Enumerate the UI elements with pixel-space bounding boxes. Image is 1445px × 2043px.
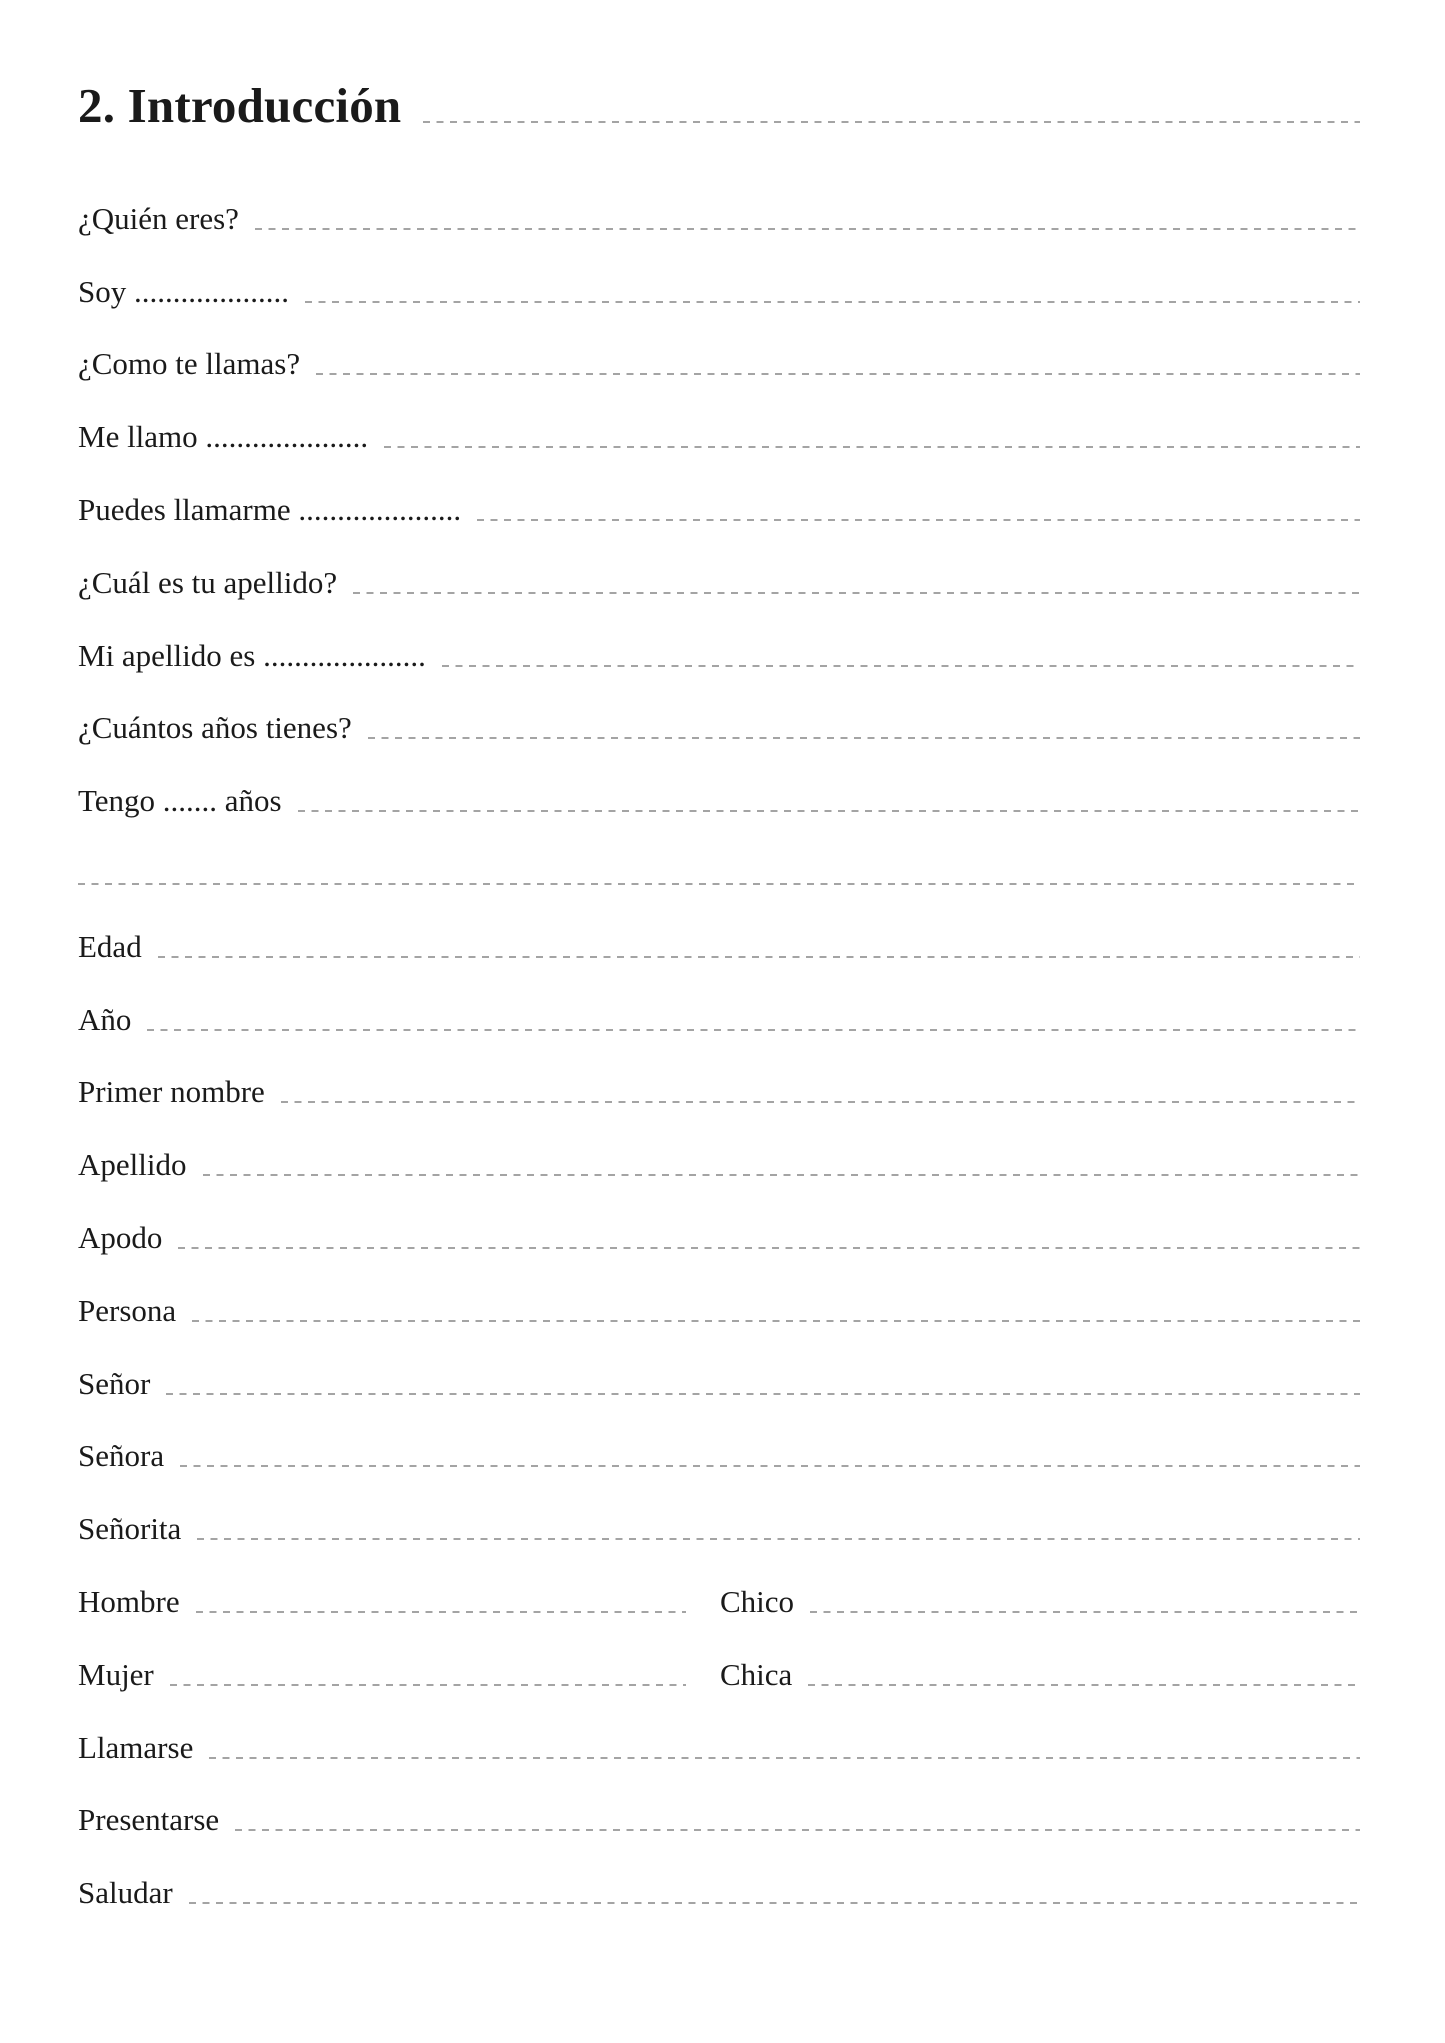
worksheet-row bbox=[78, 1399, 1360, 1472]
row-label: Saludar bbox=[78, 1875, 173, 1911]
fill-in-line bbox=[197, 1538, 1360, 1540]
worksheet-row bbox=[78, 1107, 1360, 1183]
fill-in-line bbox=[192, 1320, 1360, 1322]
worksheet-row bbox=[78, 1617, 1360, 1690]
worksheet-row bbox=[78, 816, 1360, 889]
section-header bbox=[78, 78, 1360, 133]
row-label: Señorita bbox=[78, 1511, 182, 1547]
row-label: ¿Como te llamas? bbox=[78, 346, 301, 382]
fill-in-line bbox=[368, 737, 1360, 739]
row-label: Apellido bbox=[78, 1147, 187, 1183]
row-label: Soy .................... bbox=[78, 273, 289, 309]
row-label: Tengo ....... años bbox=[78, 783, 282, 819]
fill-in-line bbox=[281, 1101, 1360, 1103]
worksheet-row bbox=[78, 1690, 1360, 1763]
worksheet-row bbox=[78, 1253, 1360, 1326]
worksheet-row bbox=[78, 1471, 1360, 1547]
row-label: Señora bbox=[78, 1438, 165, 1474]
worksheet-row bbox=[78, 962, 1360, 1035]
worksheet-row bbox=[78, 525, 1360, 598]
row-label: Me llamo ..................... bbox=[78, 419, 369, 455]
row-left-column bbox=[78, 1656, 686, 1692]
row-label: Señor bbox=[78, 1365, 151, 1401]
worksheet-row bbox=[78, 379, 1360, 455]
fill-in-line bbox=[170, 1684, 686, 1686]
worksheet-row bbox=[78, 1035, 1360, 1108]
worksheet-row bbox=[78, 452, 1360, 525]
fill-in-line bbox=[810, 1611, 1360, 1613]
fill-in-line bbox=[384, 446, 1360, 448]
fill-in-line bbox=[442, 665, 1360, 667]
row-label: Mujer bbox=[78, 1656, 154, 1692]
row-label: Edad bbox=[78, 928, 142, 964]
fill-in-line bbox=[189, 1902, 1360, 1904]
row-label: Apodo bbox=[78, 1219, 163, 1255]
worksheet-row bbox=[78, 234, 1360, 307]
fill-in-line bbox=[196, 1611, 686, 1613]
row-right-column bbox=[720, 1656, 1360, 1692]
separator-line bbox=[78, 883, 1360, 885]
worksheet-row bbox=[78, 1763, 1360, 1836]
row-label: Chico bbox=[720, 1583, 795, 1619]
fill-in-line bbox=[353, 592, 1360, 594]
fill-in-line bbox=[209, 1757, 1360, 1759]
row-label: Llamarse bbox=[78, 1729, 194, 1765]
fill-in-line bbox=[235, 1829, 1360, 1831]
fill-in-line bbox=[477, 519, 1360, 521]
worksheet-row bbox=[78, 1835, 1360, 1911]
row-right-column bbox=[720, 1583, 1360, 1619]
worksheet-row bbox=[78, 161, 1360, 234]
worksheet-row bbox=[78, 1180, 1360, 1253]
worksheet-rows bbox=[78, 161, 1360, 1911]
title-fill-in-line bbox=[423, 121, 1360, 123]
fill-in-line bbox=[203, 1174, 1361, 1176]
fill-in-line bbox=[166, 1393, 1360, 1395]
worksheet-row bbox=[78, 1326, 1360, 1399]
fill-in-line bbox=[255, 228, 1360, 230]
worksheet-row bbox=[78, 307, 1360, 380]
fill-in-line bbox=[178, 1247, 1360, 1249]
row-label: Mi apellido es ..................... bbox=[78, 637, 426, 673]
row-label: Primer nombre bbox=[78, 1074, 265, 1110]
fill-in-line bbox=[298, 810, 1360, 812]
worksheet-row bbox=[78, 598, 1360, 671]
fill-in-line bbox=[808, 1684, 1360, 1686]
page-title: 2. Introducción bbox=[78, 78, 402, 133]
row-label: Hombre bbox=[78, 1583, 180, 1619]
row-label: Chica bbox=[720, 1656, 793, 1692]
worksheet-row bbox=[78, 889, 1360, 962]
fill-in-line bbox=[180, 1465, 1360, 1467]
fill-in-line bbox=[147, 1029, 1360, 1031]
row-left-column bbox=[78, 1583, 686, 1619]
worksheet-row bbox=[78, 671, 1360, 744]
row-label: Año bbox=[78, 1001, 132, 1037]
row-label: ¿Quién eres? bbox=[78, 200, 239, 236]
fill-in-line bbox=[158, 956, 1360, 958]
row-label: Presentarse bbox=[78, 1802, 220, 1838]
row-label: ¿Cuál es tu apellido? bbox=[78, 564, 338, 600]
fill-in-line bbox=[305, 301, 1360, 303]
row-label: Persona bbox=[78, 1292, 177, 1328]
row-label: ¿Cuántos años tienes? bbox=[78, 710, 352, 746]
row-label: Puedes llamarme ..................... bbox=[78, 491, 462, 527]
worksheet-row bbox=[78, 743, 1360, 819]
worksheet-row bbox=[78, 1544, 1360, 1617]
fill-in-line bbox=[316, 373, 1360, 375]
